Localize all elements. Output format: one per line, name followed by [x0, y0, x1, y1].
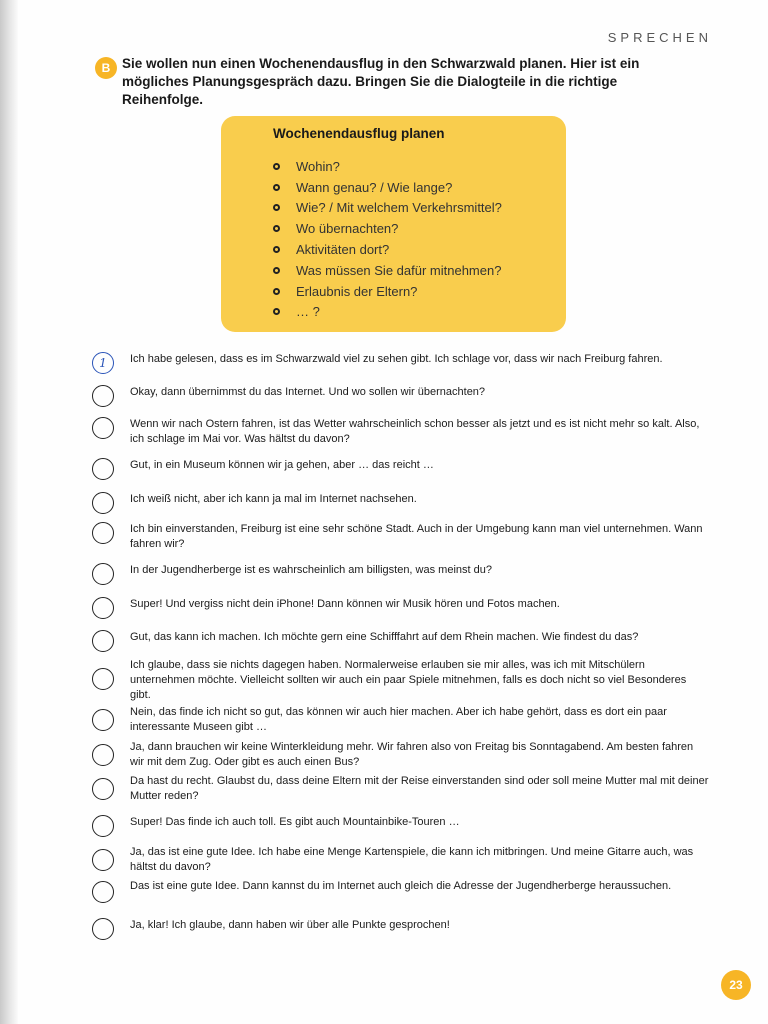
- dialogue-text: Super! Und vergiss nicht dein iPhone! Dann können wir Musik hören und Fotos machen.: [130, 598, 560, 610]
- order-number-field[interactable]: [92, 522, 114, 544]
- dialogue-line: [92, 352, 712, 374]
- dialogue-text: Gut, das kann ich machen. Ich möchte gern eine Schifffahrt auf dem Rhein machen. Wie findest du das?: [130, 631, 639, 643]
- dialogue-text: Das ist eine gute Idee. Dann kannst du im Internet auch gleich die Adresse der Jugendherberge heraussuchen.: [130, 880, 672, 892]
- order-number-field[interactable]: [92, 815, 114, 837]
- dialogue-line: [92, 658, 712, 703]
- planning-point-text: Was müssen Sie dafür mitnehmen?: [296, 262, 502, 278]
- planning-point-text: … ?: [296, 304, 320, 320]
- dialogue-line: [92, 879, 712, 903]
- dialogue-text: Ich glaube, dass sie nichts dagegen haben. Normalerweise erlauben sie mir alles, was ich mit Mitschülern unternehmen möchte. Vielleicht sollten wir auch ein paar Spiele mitnehmen, falls es doch nicht so viel Besonderes gibt.: [130, 659, 687, 701]
- planning-point-text: Wo übernachten?: [296, 221, 399, 237]
- dialogue-text: Super! Das finde ich auch toll. Es gibt auch Mountainbike-Touren …: [130, 816, 460, 828]
- dialogue-line: [92, 815, 712, 837]
- task-letter-badge: B: [95, 57, 117, 79]
- dialogue-text: Da hast du recht. Glaubst du, dass deine Eltern mit der Reise einverstanden sind oder soll meine Mutter mal mit deiner Mutter reden?: [130, 775, 709, 802]
- planning-point-text: Wohin?: [296, 158, 340, 174]
- planning-point-text: Erlaubnis der Eltern?: [296, 283, 418, 299]
- order-number-field[interactable]: [92, 849, 114, 871]
- dialogue-text: In der Jugendherberge ist es wahrscheinlich am billigsten, was meinst du?: [130, 564, 492, 576]
- task-instruction: Sie wollen nun einen Wochenendausflug in den Schwarzwald planen. Hier ist ein mögliches Planungsgespräch dazu. Bringen Sie die Dialogteile in die richtige Reihenfolge.: [122, 56, 640, 107]
- dialogue-line: [92, 417, 712, 447]
- dialogue-text: Wenn wir nach Ostern fahren, ist das Wetter wahrscheinlich schon besser als jetzt und es ist nicht mehr so kalt. Also, ich schlage im Mai vor. Was hältst du davon?: [130, 418, 700, 445]
- dialogue-text: Gut, in ein Museum können wir ja gehen, aber … das reicht …: [130, 459, 434, 471]
- order-number-field[interactable]: [92, 778, 114, 800]
- order-number-field[interactable]: [92, 881, 114, 903]
- dialogue-text: Ich bin einverstanden, Freiburg ist eine sehr schöne Stadt. Auch in der Umgebung kann man viel unternehmen. Wann fahren wir?: [130, 523, 703, 550]
- order-number-field[interactable]: [92, 458, 114, 480]
- dialogue-text: Ja, dann brauchen wir keine Winterkleidung mehr. Wir fahren also von Freitag bis Sonntagabend. Am besten fahren wir mit dem Zug. Oder gibt es auch einen Bus?: [130, 741, 694, 768]
- dialogue-line: [92, 630, 712, 652]
- dialogue-text: Ich weiß nicht, aber ich kann ja mal im Internet nachsehen.: [130, 493, 417, 505]
- order-number-field[interactable]: [92, 492, 114, 514]
- order-number-field[interactable]: [92, 385, 114, 407]
- page-number-badge: 23: [721, 970, 751, 1000]
- dialogue-text: Ja, das ist eine gute Idee. Ich habe eine Menge Kartenspiele, die kann ich mitbringen. Und meine Gitarre auch, was hältst du davon?: [130, 846, 694, 873]
- order-number-field[interactable]: [92, 563, 114, 585]
- planning-point-text: Aktivitäten dort?: [296, 242, 390, 258]
- order-number-field[interactable]: [92, 668, 114, 690]
- dialogue-line: [92, 597, 712, 619]
- order-number-field[interactable]: [92, 417, 114, 439]
- planning-point-text: Wann genau? / Wie lange?: [296, 179, 453, 195]
- dialogue-line: [92, 845, 712, 875]
- dialogue-line: [92, 918, 712, 940]
- dialogue-text: Okay, dann übernimmst du das Internet. Und wo sollen wir übernachten?: [130, 386, 486, 398]
- dialogue-line: [92, 458, 712, 480]
- order-number-field[interactable]: [92, 709, 114, 731]
- dialogue-line: [92, 492, 712, 514]
- dialogue-line: [92, 385, 712, 407]
- section-label: SPRECHEN: [607, 30, 712, 45]
- box-title: Wochenendausflug planen: [273, 126, 445, 141]
- dialogue-line: [92, 522, 712, 552]
- order-number-field[interactable]: 1: [92, 352, 114, 374]
- order-number-field[interactable]: [92, 918, 114, 940]
- order-number-field[interactable]: [92, 744, 114, 766]
- order-number-field[interactable]: [92, 597, 114, 619]
- dialogue-line: [92, 774, 712, 804]
- dialogue-text: Ich habe gelesen, dass es im Schwarzwald viel zu sehen gibt. Ich schlage vor, dass wir nach Freiburg fahren.: [130, 353, 663, 365]
- dialogue-line: [92, 563, 712, 585]
- order-number-field[interactable]: [92, 630, 114, 652]
- dialogue-line: [92, 740, 712, 770]
- dialogue-text: Nein, das finde ich nicht so gut, das können wir auch hier machen. Aber ich habe gehört, dass es dort ein paar interessante Museen gibt …: [130, 706, 667, 733]
- dialogue-text: Ja, klar! Ich glaube, dann haben wir über alle Punkte gesprochen!: [130, 919, 450, 931]
- planning-point-text: Wie? / Mit welchem Verkehrsmittel?: [296, 200, 502, 216]
- dialogue-line: [92, 705, 712, 735]
